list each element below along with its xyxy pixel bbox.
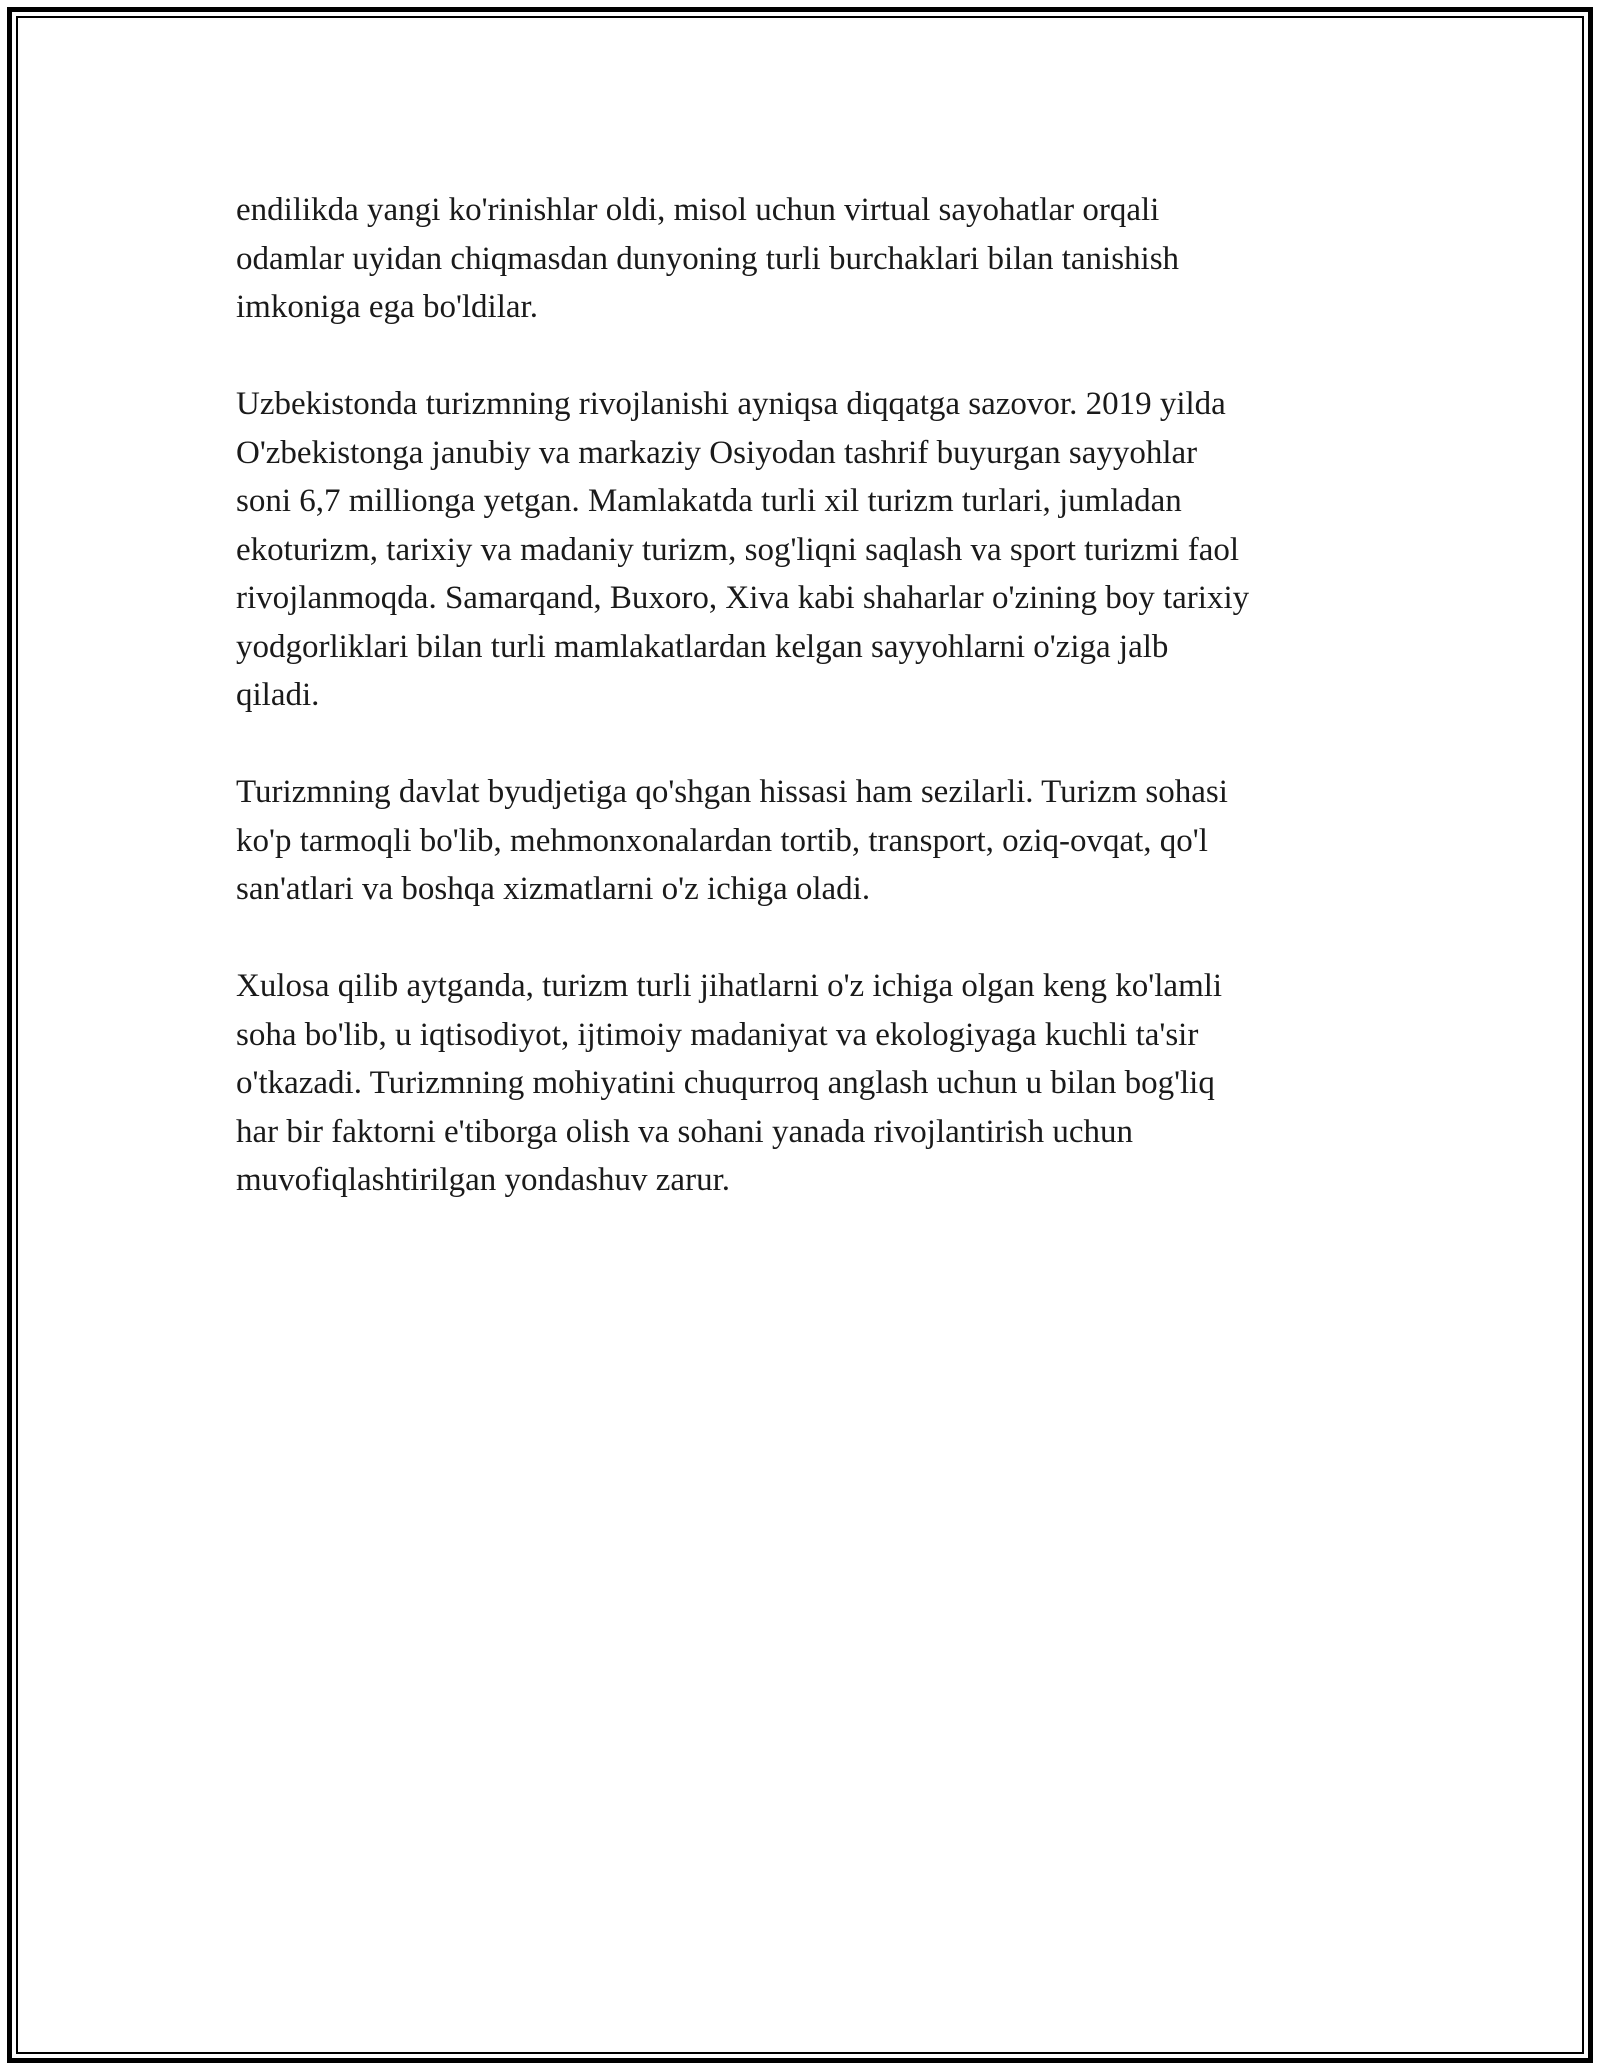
text-line: rivojlanmoqda. Samarqand, Buxoro, Xiva kabi shaharlar o'zining boy tarixiy bbox=[236, 580, 1250, 616]
text-line: ekoturizm, tarixiy va madaniy turizm, sog'liqni saqlash va sport turizmi faol bbox=[236, 531, 1240, 568]
paragraph bbox=[236, 186, 1386, 332]
text-line: Turizmning davlat byudjetiga qo'shgan hissasi ham sezilarli. Turizm sohasi bbox=[236, 774, 1228, 810]
text-line: yodgorliklari bilan turli mamlakatlardan kelgan sayyohlarni o'ziga jalb bbox=[236, 628, 1169, 665]
text-line: Uzbekistonda turizmning rivojlanishi ayniqsa diqqatga sazovor. 2019 yilda bbox=[236, 386, 1226, 422]
text-line: muvofiqlashtirilgan yondashuv zarur. bbox=[236, 1162, 730, 1198]
text-line: har bir faktorni e'tiborga olish va sohani yanada rivojlantirish uchun bbox=[236, 1113, 1134, 1150]
text-line: soha bo'lib, u iqtisodiyot, ijtimoiy madaniyat va ekologiyaga kuchli ta'sir bbox=[236, 1016, 1199, 1053]
text-line: imkoniga ega bo'ldilar. bbox=[236, 289, 538, 325]
text-line: endilikda yangi ko'rinishlar oldi, misol uchun virtual sayohatlar orqali bbox=[236, 192, 1160, 228]
paragraph bbox=[236, 962, 1386, 1205]
text-line: soni 6,7 millionga yetgan. Mamlakatda turli xil turizm turlari, jumladan bbox=[236, 483, 1182, 519]
text-line: qiladi. bbox=[236, 677, 320, 713]
document-body bbox=[236, 186, 1386, 1253]
text-line: o'tkazadi. Turizmning mohiyatini chuqurroq anglash uchun u bilan bog'liq bbox=[236, 1065, 1215, 1101]
text-line: O'zbekistonga janubiy va markaziy Osiyodan tashrif buyurgan sayyohlar bbox=[236, 434, 1198, 471]
text-line: Xulosa qilib aytganda, turizm turli jihatlarni o'z ichiga olgan keng ko'lamli bbox=[236, 968, 1223, 1004]
text-line: san'atlari va boshqa xizmatlarni o'z ichiga oladi. bbox=[236, 871, 871, 907]
text-line: odamlar uyidan chiqmasdan dunyoning turli burchaklari bilan tanishish bbox=[236, 240, 1180, 277]
text-line: ko'p tarmoqli bo'lib, mehmonxonalardan tortib, transport, oziq-ovqat, qo'l bbox=[236, 822, 1208, 859]
paragraph bbox=[236, 380, 1386, 720]
paragraph bbox=[236, 768, 1386, 914]
